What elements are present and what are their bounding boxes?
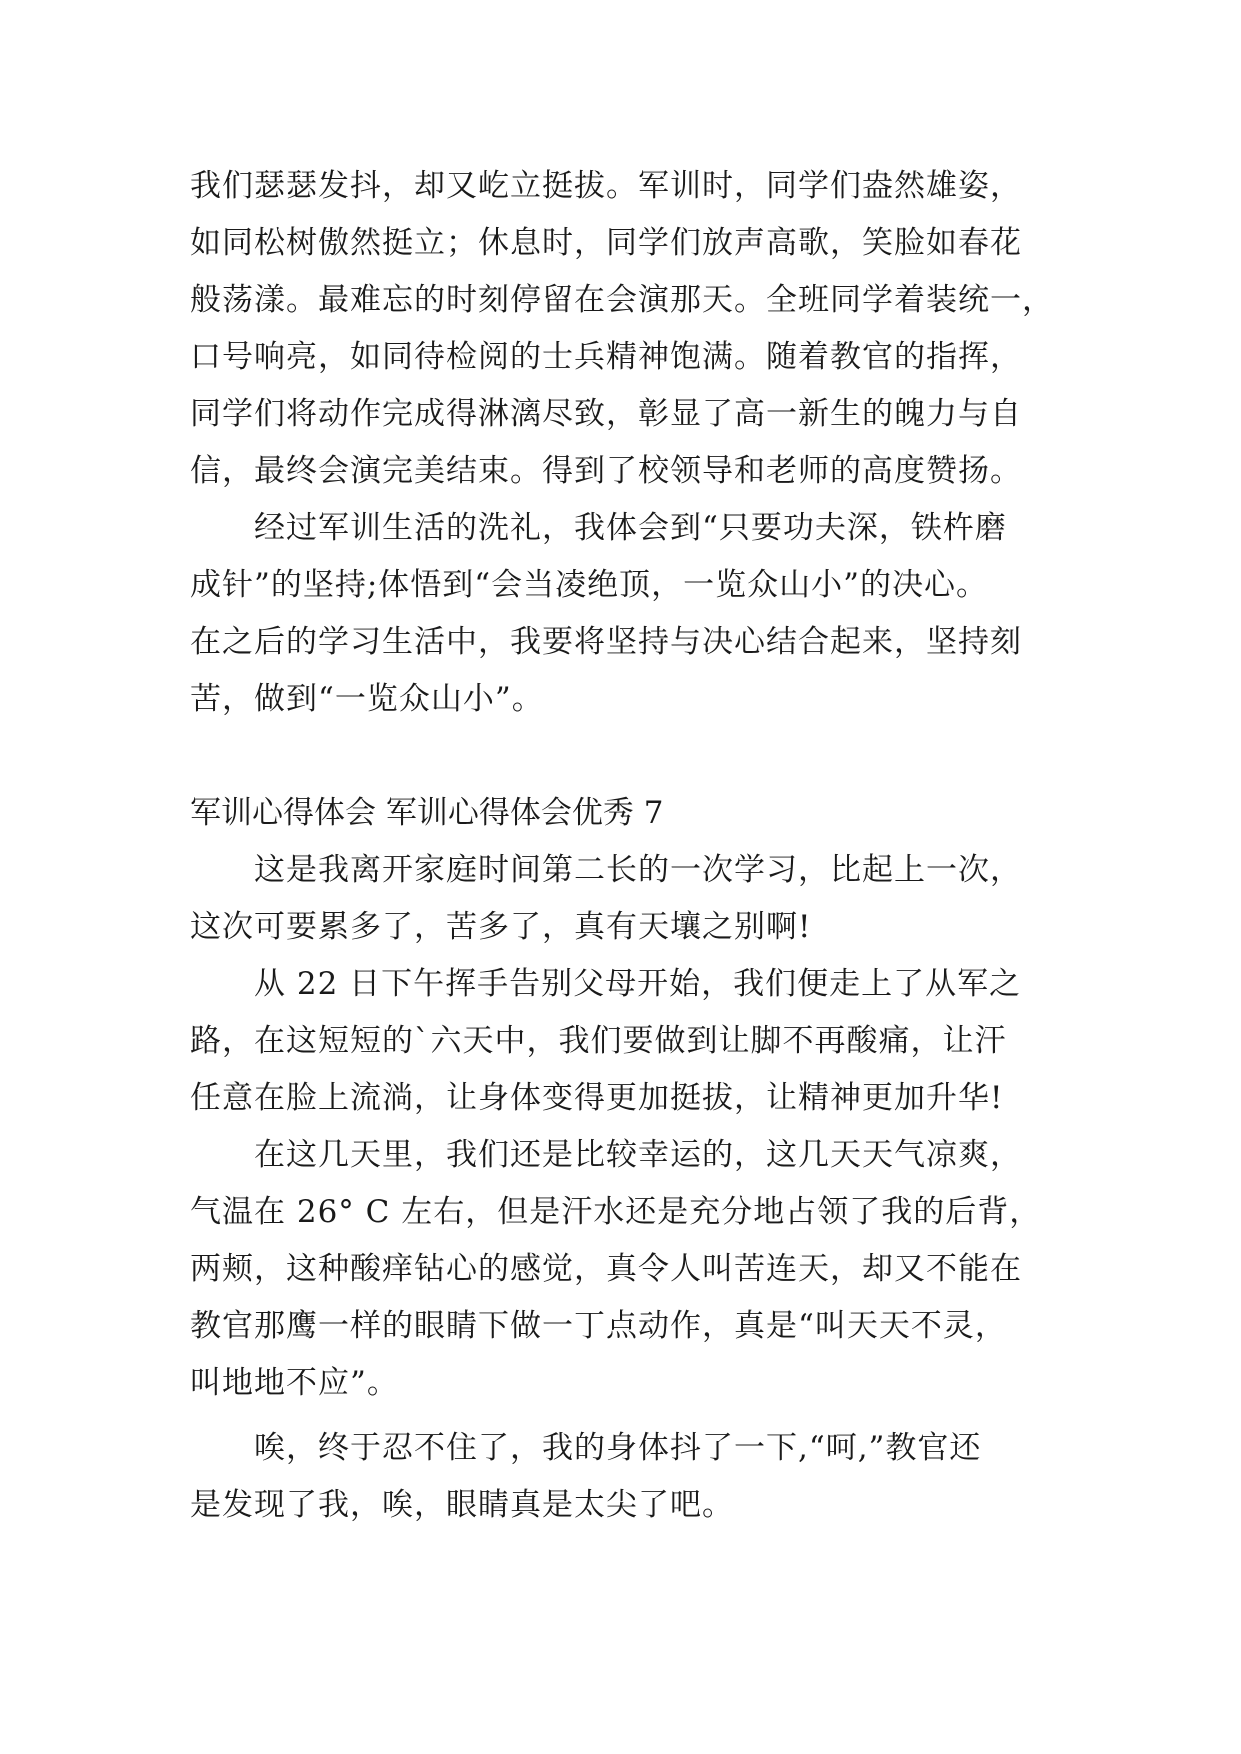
text-line: 任意在脸上流淌，让身体变得更加挺拔，让精神更加升华! — [190, 1080, 1004, 1116]
paragraph-6 — [190, 1420, 1070, 1534]
paragraph-4 — [190, 956, 1070, 1127]
text-line: 路，在这短短的`六天中，我们要做到让脚不再酸痛，让汗 — [190, 1023, 1007, 1059]
text-line: 口号响亮，如同待检阅的士兵精神饱满。随着教官的指挥， — [190, 339, 1022, 375]
text-line: 苦，做到“一览众山小”。 — [190, 681, 544, 717]
text-line: 经过军训生活的洗礼，我体会到“只要功夫深，铁杵磨 — [254, 510, 1007, 546]
text-line: 这是我离开家庭时间第二长的一次学习，比起上一次， — [254, 852, 1022, 888]
document-body — [190, 158, 1070, 1534]
text-line: 气温在 26° C 左右，但是汗水还是充分地占领了我的后背， — [190, 1194, 1042, 1230]
text-line: 两颊，这种酸痒钻心的感觉，真令人叫苦连天，却又不能在 — [190, 1251, 1022, 1287]
text-line: 般荡漾。最难忘的时刻停留在会演那天。全班同学着装统一， — [190, 282, 1054, 318]
section-spacer — [190, 728, 1070, 785]
paragraph-2 — [190, 500, 1070, 728]
paragraph-5 — [190, 1127, 1070, 1412]
text-line: 是发现了我，唉，眼睛真是太尖了吧。 — [190, 1487, 734, 1523]
section-heading: 军训心得体会 军训心得体会优秀 7 — [190, 795, 664, 831]
paragraph-1 — [190, 158, 1070, 500]
text-line: 叫地地不应”。 — [190, 1365, 399, 1401]
text-line: 这次可要累多了，苦多了，真有天壤之别啊! — [190, 909, 812, 945]
paragraph-3 — [190, 842, 1070, 956]
text-line: 如同松树傲然挺立；休息时，同学们放声高歌，笑脸如春花 — [190, 225, 1022, 261]
text-line: 在这几天里，我们还是比较幸运的，这几天天气凉爽， — [254, 1137, 1022, 1173]
text-line: 我们瑟瑟发抖，却又屹立挺拔。军训时，同学们盎然雄姿， — [190, 168, 1022, 204]
text-line: 在之后的学习生活中，我要将坚持与决心结合起来，坚持刻 — [190, 624, 1022, 660]
text-line: 信，最终会演完美结束。得到了校领导和老师的高度赞扬。 — [190, 453, 1022, 489]
text-line: 同学们将动作完成得淋漓尽致，彰显了高一新生的魄力与自 — [190, 396, 1022, 432]
text-line: 唉，终于忍不住了，我的身体抖了一下,“呵,”教官还 — [254, 1430, 982, 1466]
text-line: 从 22 日下午挥手告别父母开始，我们便走上了从军之 — [254, 966, 1022, 1002]
text-line: 成针”的坚持;体悟到“会当凌绝顶，一览众山小”的决心。 — [190, 567, 988, 603]
text-line: 教官那鹰一样的眼睛下做一丁点动作，真是“叫天天不灵， — [190, 1308, 1007, 1344]
